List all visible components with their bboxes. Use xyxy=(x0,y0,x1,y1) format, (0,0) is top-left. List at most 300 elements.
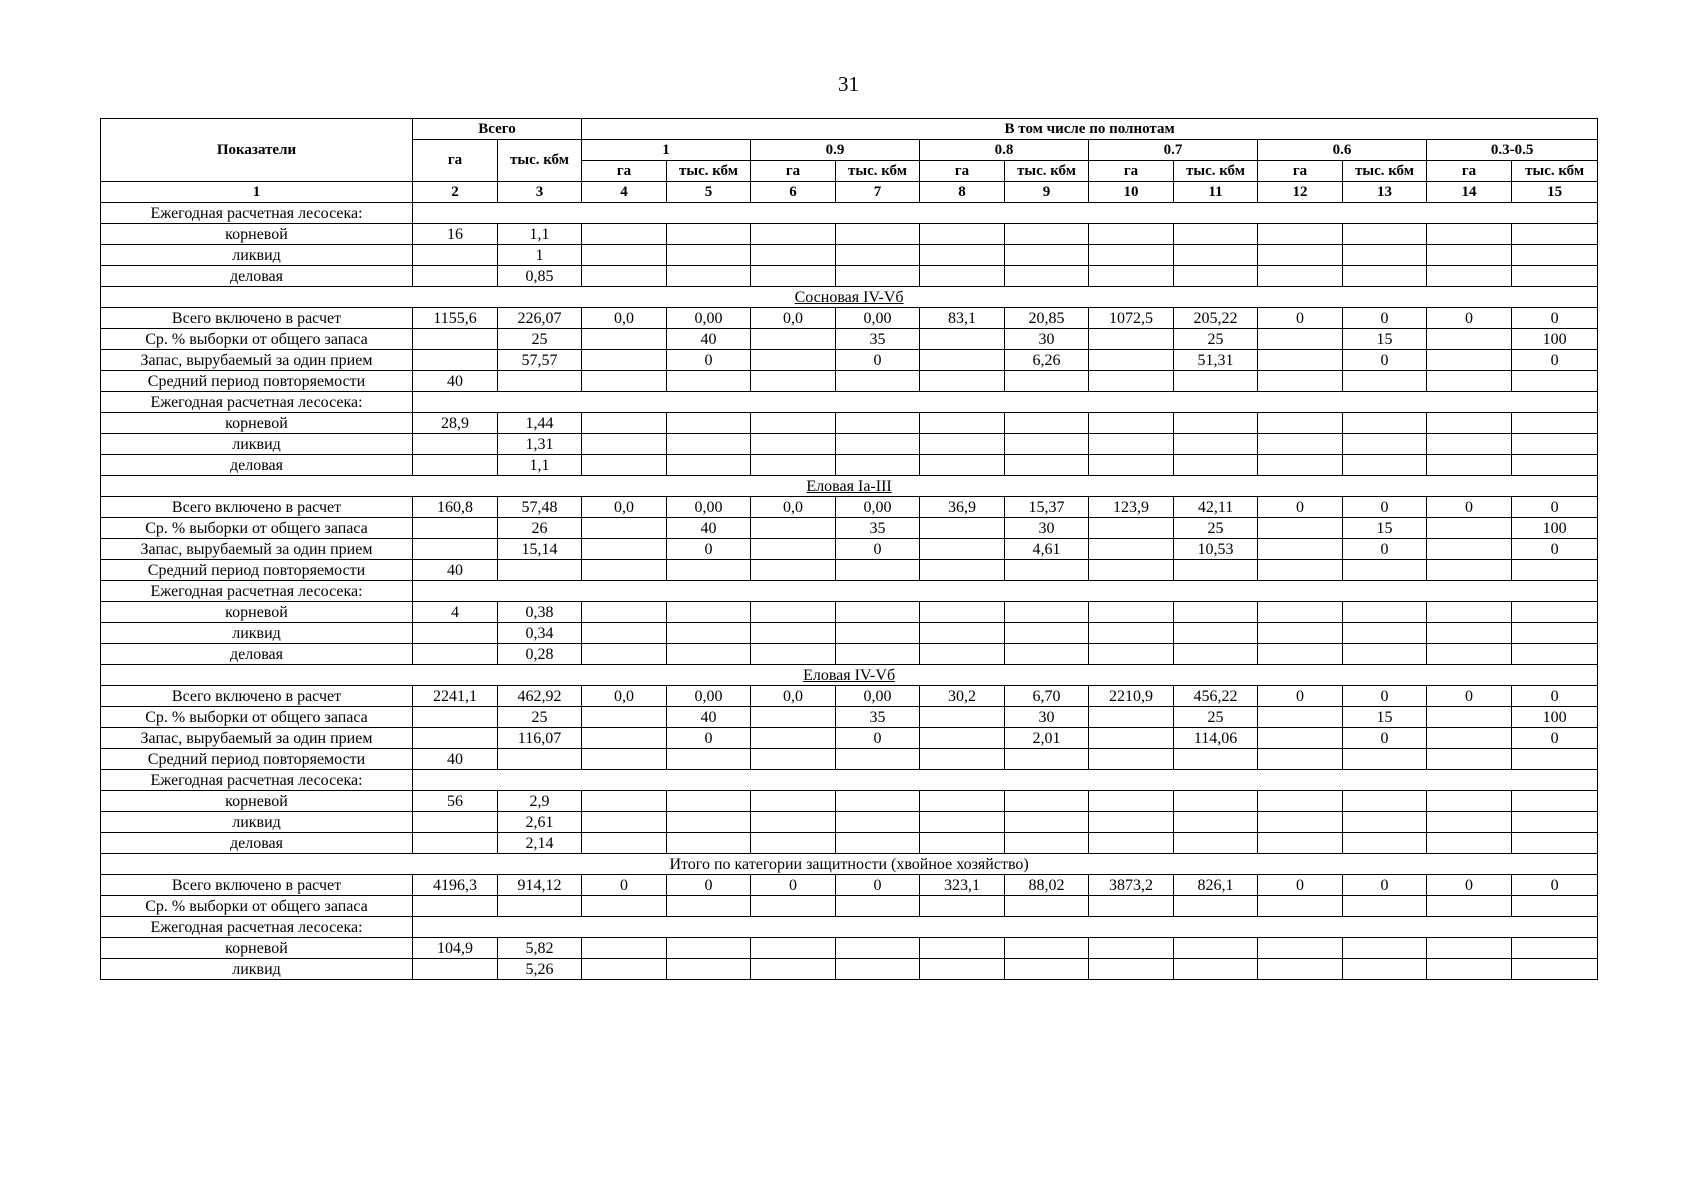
table-cell xyxy=(1089,728,1174,749)
table-cell: 0 xyxy=(751,875,836,896)
row-label-cell: Ср. % выборки от общего запаса xyxy=(101,707,413,728)
header-kbm: тыс. кбм xyxy=(836,161,920,182)
table-cell xyxy=(1089,518,1174,539)
table-cell xyxy=(1089,350,1174,371)
table-cell xyxy=(1427,560,1512,581)
table-cell: 1,31 xyxy=(498,434,582,455)
table-cell xyxy=(1089,623,1174,644)
table-cell xyxy=(751,266,836,287)
table-cell: 40 xyxy=(667,329,751,350)
table-cell xyxy=(751,812,836,833)
table-cell xyxy=(1258,245,1343,266)
table-cell: 0,28 xyxy=(498,644,582,665)
table-cell xyxy=(1427,518,1512,539)
table-cell: 114,06 xyxy=(1174,728,1258,749)
table-row xyxy=(101,539,1598,560)
table-cell xyxy=(582,602,667,623)
table-cell: 30 xyxy=(1005,518,1089,539)
table-cell xyxy=(1512,434,1598,455)
row-label-cell: ликвид xyxy=(101,434,413,455)
table-cell xyxy=(751,539,836,560)
table-cell: 0,0 xyxy=(582,497,667,518)
table-cell xyxy=(413,434,498,455)
table-cell xyxy=(1427,455,1512,476)
table-cell xyxy=(751,455,836,476)
table-cell xyxy=(582,413,667,434)
table-cell xyxy=(920,455,1005,476)
column-number: 7 xyxy=(836,182,920,203)
table-cell: 0 xyxy=(1427,686,1512,707)
table-cell xyxy=(1005,896,1089,917)
table-cell xyxy=(1258,833,1343,854)
header-kbm: тыс. кбм xyxy=(1174,161,1258,182)
table-cell xyxy=(1427,833,1512,854)
table-cell: 1072,5 xyxy=(1089,308,1174,329)
table-cell xyxy=(1005,413,1089,434)
table-cell xyxy=(1174,371,1258,392)
column-number: 11 xyxy=(1174,182,1258,203)
table-cell xyxy=(1089,413,1174,434)
table-cell xyxy=(1343,266,1427,287)
table-cell xyxy=(751,602,836,623)
table-cell xyxy=(1174,224,1258,245)
table-cell: 0 xyxy=(1343,497,1427,518)
table-cell xyxy=(582,539,667,560)
table-cell: 0 xyxy=(1512,686,1598,707)
table-row xyxy=(101,644,1598,665)
table-cell xyxy=(836,812,920,833)
table-cell xyxy=(1258,371,1343,392)
table-cell xyxy=(920,560,1005,581)
section-row xyxy=(101,854,1598,875)
table-cell xyxy=(1258,707,1343,728)
table-cell: 116,07 xyxy=(498,728,582,749)
table-cell xyxy=(1174,266,1258,287)
table-cell: 51,31 xyxy=(1174,350,1258,371)
table-cell xyxy=(1089,938,1174,959)
row-label-cell: ликвид xyxy=(101,623,413,644)
table-cell xyxy=(1343,371,1427,392)
table-cell xyxy=(413,896,498,917)
table-cell xyxy=(1005,938,1089,959)
table-cell: 1,1 xyxy=(498,224,582,245)
table-row xyxy=(101,266,1598,287)
table-cell xyxy=(751,644,836,665)
table-cell xyxy=(1512,959,1598,980)
table-cell xyxy=(1258,749,1343,770)
table-cell: 0 xyxy=(1427,497,1512,518)
table-cell xyxy=(1343,644,1427,665)
label-row xyxy=(101,770,1598,791)
table-cell xyxy=(836,434,920,455)
row-label-cell: Всего включено в расчет xyxy=(101,497,413,518)
table-cell xyxy=(836,623,920,644)
table-cell xyxy=(1427,434,1512,455)
table-cell xyxy=(1343,959,1427,980)
row-label-cell: Ежегодная расчетная лесосека: xyxy=(101,392,413,413)
table-row xyxy=(101,938,1598,959)
table-cell xyxy=(1258,434,1343,455)
table-cell: 0 xyxy=(1512,875,1598,896)
section-title-cell: Сосновая IV-Vб xyxy=(101,287,1598,308)
page-number: 31 xyxy=(838,72,859,96)
table-cell xyxy=(667,938,751,959)
table-cell xyxy=(413,455,498,476)
table-cell: 0 xyxy=(582,875,667,896)
table-cell: 1155,6 xyxy=(413,308,498,329)
table-cell xyxy=(920,791,1005,812)
table-cell xyxy=(498,560,582,581)
table-cell xyxy=(1512,245,1598,266)
table-cell xyxy=(836,749,920,770)
table-cell xyxy=(1005,371,1089,392)
column-number: 13 xyxy=(1343,182,1427,203)
table-row xyxy=(101,896,1598,917)
table-cell xyxy=(413,266,498,287)
table-cell xyxy=(1343,560,1427,581)
header-ha: га xyxy=(582,161,667,182)
table-cell: 56 xyxy=(413,791,498,812)
table-cell xyxy=(1512,896,1598,917)
table-cell xyxy=(582,434,667,455)
table-cell: 0 xyxy=(1512,308,1598,329)
table-cell xyxy=(1512,749,1598,770)
table-cell xyxy=(1427,224,1512,245)
table-cell xyxy=(582,896,667,917)
table-cell xyxy=(1427,791,1512,812)
column-numbers-row xyxy=(101,182,1598,203)
table-cell xyxy=(836,896,920,917)
table-cell xyxy=(836,644,920,665)
table-cell: 40 xyxy=(413,749,498,770)
table-cell xyxy=(582,791,667,812)
table-cell xyxy=(751,791,836,812)
table-cell xyxy=(920,812,1005,833)
table-cell xyxy=(1427,728,1512,749)
header-indicators: Показатели xyxy=(101,119,413,182)
table-cell xyxy=(1343,413,1427,434)
row-label-cell: ликвид xyxy=(101,812,413,833)
table-row xyxy=(101,434,1598,455)
table-cell: 57,57 xyxy=(498,350,582,371)
table-cell xyxy=(1005,791,1089,812)
column-number: 12 xyxy=(1258,182,1343,203)
table-cell xyxy=(1427,371,1512,392)
table-cell xyxy=(920,728,1005,749)
table-cell: 100 xyxy=(1512,707,1598,728)
table-body xyxy=(101,203,1598,980)
column-number: 6 xyxy=(751,182,836,203)
table-cell xyxy=(836,413,920,434)
row-label-cell: Ср. % выборки от общего запаса xyxy=(101,329,413,350)
table-cell xyxy=(1512,812,1598,833)
table-cell xyxy=(1005,245,1089,266)
table-cell xyxy=(667,245,751,266)
row-label-cell: ликвид xyxy=(101,959,413,980)
table-cell xyxy=(1174,938,1258,959)
table-cell xyxy=(667,413,751,434)
column-number: 4 xyxy=(582,182,667,203)
table-cell: 123,9 xyxy=(1089,497,1174,518)
row-label-cell: Средний период повторяемости xyxy=(101,371,413,392)
table-cell xyxy=(1258,413,1343,434)
table-cell xyxy=(1089,644,1174,665)
label-row xyxy=(101,203,1598,224)
table-cell xyxy=(582,224,667,245)
table-cell: 2,61 xyxy=(498,812,582,833)
row-label-cell: Запас, вырубаемый за один прием xyxy=(101,539,413,560)
table-cell xyxy=(1427,539,1512,560)
table-cell: 25 xyxy=(1174,707,1258,728)
table-cell xyxy=(1427,623,1512,644)
table-cell: 0 xyxy=(1427,308,1512,329)
table-cell xyxy=(1258,623,1343,644)
table-cell xyxy=(1258,560,1343,581)
table-cell xyxy=(751,959,836,980)
column-number: 9 xyxy=(1005,182,1089,203)
table-cell xyxy=(667,791,751,812)
table-cell: 914,12 xyxy=(498,875,582,896)
table-cell xyxy=(1343,602,1427,623)
table-cell xyxy=(1005,455,1089,476)
table-cell: 826,1 xyxy=(1174,875,1258,896)
table-cell xyxy=(920,644,1005,665)
table-cell xyxy=(1005,623,1089,644)
table-cell: 42,11 xyxy=(1174,497,1258,518)
column-number: 10 xyxy=(1089,182,1174,203)
table-cell xyxy=(751,434,836,455)
table-cell: 25 xyxy=(1174,329,1258,350)
row-label-cell: деловая xyxy=(101,455,413,476)
table-cell xyxy=(751,833,836,854)
table-cell: 160,8 xyxy=(413,497,498,518)
table-cell: 0 xyxy=(1427,875,1512,896)
section-title-cell: Еловая IV-Vб xyxy=(101,665,1598,686)
table-cell xyxy=(1089,434,1174,455)
table-cell xyxy=(836,791,920,812)
table-cell xyxy=(667,833,751,854)
table-cell xyxy=(1512,938,1598,959)
table-cell xyxy=(751,518,836,539)
table-cell xyxy=(582,371,667,392)
table-cell xyxy=(667,959,751,980)
table-cell: 35 xyxy=(836,518,920,539)
table-cell xyxy=(582,812,667,833)
table-cell xyxy=(1427,896,1512,917)
table-cell xyxy=(1427,644,1512,665)
table-cell: 25 xyxy=(498,329,582,350)
table-cell xyxy=(1258,644,1343,665)
table-cell xyxy=(1343,245,1427,266)
table-cell xyxy=(1343,623,1427,644)
table-row xyxy=(101,623,1598,644)
row-label-cell: корневой xyxy=(101,602,413,623)
table-cell xyxy=(1174,791,1258,812)
table-cell xyxy=(582,455,667,476)
table-cell: 15,14 xyxy=(498,539,582,560)
table-cell xyxy=(1174,644,1258,665)
table-cell xyxy=(1427,266,1512,287)
table-cell xyxy=(1343,791,1427,812)
table-cell xyxy=(413,644,498,665)
table-cell: 2,9 xyxy=(498,791,582,812)
section-row xyxy=(101,287,1598,308)
table-cell xyxy=(1343,833,1427,854)
header-density-group: 0.3-0.5 xyxy=(1427,140,1598,161)
table-cell xyxy=(1258,812,1343,833)
table-cell xyxy=(1343,749,1427,770)
table-cell xyxy=(1089,791,1174,812)
table-cell xyxy=(582,749,667,770)
table-cell: 0 xyxy=(836,350,920,371)
table-cell: 5,82 xyxy=(498,938,582,959)
header-kbm: тыс. кбм xyxy=(1005,161,1089,182)
table-cell xyxy=(836,245,920,266)
table-cell: 36,9 xyxy=(920,497,1005,518)
table-cell xyxy=(1174,623,1258,644)
table-cell: 3873,2 xyxy=(1089,875,1174,896)
table-cell: 30 xyxy=(1005,329,1089,350)
table-cell xyxy=(582,245,667,266)
row-label-cell: деловая xyxy=(101,833,413,854)
table-cell xyxy=(413,959,498,980)
table-cell: 2,01 xyxy=(1005,728,1089,749)
header-total-ha: га xyxy=(413,140,498,182)
table-cell xyxy=(413,812,498,833)
table-cell xyxy=(1427,938,1512,959)
table-header xyxy=(101,119,1598,203)
table-cell: 2210,9 xyxy=(1089,686,1174,707)
table-cell xyxy=(667,749,751,770)
header-ha: га xyxy=(1427,161,1512,182)
table-cell xyxy=(1427,602,1512,623)
table-cell xyxy=(1089,812,1174,833)
table-cell xyxy=(1174,812,1258,833)
table-cell xyxy=(751,224,836,245)
row-label-cell: Запас, вырубаемый за один прием xyxy=(101,350,413,371)
table-cell xyxy=(667,434,751,455)
table-cell xyxy=(1258,518,1343,539)
row-label-cell: Средний период повторяемости xyxy=(101,560,413,581)
table-cell xyxy=(1343,938,1427,959)
table-cell: 456,22 xyxy=(1174,686,1258,707)
table-cell: 0 xyxy=(1512,539,1598,560)
table-cell xyxy=(751,413,836,434)
table-cell xyxy=(920,224,1005,245)
table-cell xyxy=(1174,833,1258,854)
table-cell xyxy=(1089,455,1174,476)
table-row xyxy=(101,749,1598,770)
table-row xyxy=(101,875,1598,896)
table-row xyxy=(101,833,1598,854)
table-cell xyxy=(920,749,1005,770)
header-density-group: 0.6 xyxy=(1258,140,1427,161)
table-cell: 0,00 xyxy=(667,308,751,329)
table-cell xyxy=(1089,560,1174,581)
table-row xyxy=(101,413,1598,434)
table-cell xyxy=(1427,413,1512,434)
table-cell xyxy=(1427,245,1512,266)
table-cell xyxy=(751,329,836,350)
table-cell: 0 xyxy=(667,539,751,560)
table-cell xyxy=(1089,602,1174,623)
table-cell: 25 xyxy=(1174,518,1258,539)
table-cell xyxy=(582,938,667,959)
row-label-cell: Ежегодная расчетная лесосека: xyxy=(101,917,413,938)
header-density-group: 1 xyxy=(582,140,751,161)
table-cell xyxy=(1005,959,1089,980)
table-cell: 26 xyxy=(498,518,582,539)
table-cell xyxy=(1174,245,1258,266)
column-number: 2 xyxy=(413,182,498,203)
empty-span-cell xyxy=(413,203,1598,224)
table-cell: 0,0 xyxy=(582,686,667,707)
table-cell xyxy=(413,518,498,539)
table-cell: 0,0 xyxy=(751,497,836,518)
table-cell: 0,38 xyxy=(498,602,582,623)
table-cell: 4,61 xyxy=(1005,539,1089,560)
table-cell xyxy=(667,224,751,245)
table-cell xyxy=(1258,791,1343,812)
table-cell: 0 xyxy=(1343,728,1427,749)
header-kbm: тыс. кбм xyxy=(667,161,751,182)
table-cell xyxy=(1005,224,1089,245)
table-cell xyxy=(1005,266,1089,287)
table-cell: 323,1 xyxy=(920,875,1005,896)
table-cell xyxy=(1512,224,1598,245)
table-cell xyxy=(1089,707,1174,728)
table-cell: 15,37 xyxy=(1005,497,1089,518)
empty-span-cell xyxy=(413,917,1598,938)
table-cell xyxy=(1512,371,1598,392)
table-row xyxy=(101,329,1598,350)
table-cell xyxy=(1427,959,1512,980)
table-cell xyxy=(920,938,1005,959)
column-number: 5 xyxy=(667,182,751,203)
table-row xyxy=(101,560,1598,581)
table-cell xyxy=(920,245,1005,266)
table-cell xyxy=(1512,455,1598,476)
table-cell: 1 xyxy=(498,245,582,266)
header-density-group: 0.9 xyxy=(751,140,920,161)
table-cell xyxy=(1174,896,1258,917)
table-cell xyxy=(1005,644,1089,665)
row-label-cell: Ежегодная расчетная лесосека: xyxy=(101,203,413,224)
table-cell: 0 xyxy=(1258,308,1343,329)
table-cell: 1,44 xyxy=(498,413,582,434)
table-cell xyxy=(920,329,1005,350)
table-cell xyxy=(498,749,582,770)
table-cell: 35 xyxy=(836,707,920,728)
table-cell xyxy=(836,224,920,245)
table-cell xyxy=(1258,266,1343,287)
table-cell xyxy=(920,623,1005,644)
table-cell xyxy=(582,329,667,350)
row-label-cell: Всего включено в расчет xyxy=(101,686,413,707)
row-label-cell: Ср. % выборки от общего запаса xyxy=(101,896,413,917)
column-number: 14 xyxy=(1427,182,1512,203)
section-row xyxy=(101,476,1598,497)
table-cell: 0,85 xyxy=(498,266,582,287)
row-label-cell: Всего включено в расчет xyxy=(101,875,413,896)
row-label-cell: деловая xyxy=(101,266,413,287)
header-ha: га xyxy=(1258,161,1343,182)
table-cell xyxy=(920,518,1005,539)
table-cell: 4 xyxy=(413,602,498,623)
label-row xyxy=(101,392,1598,413)
table-cell xyxy=(1005,434,1089,455)
table-row xyxy=(101,707,1598,728)
